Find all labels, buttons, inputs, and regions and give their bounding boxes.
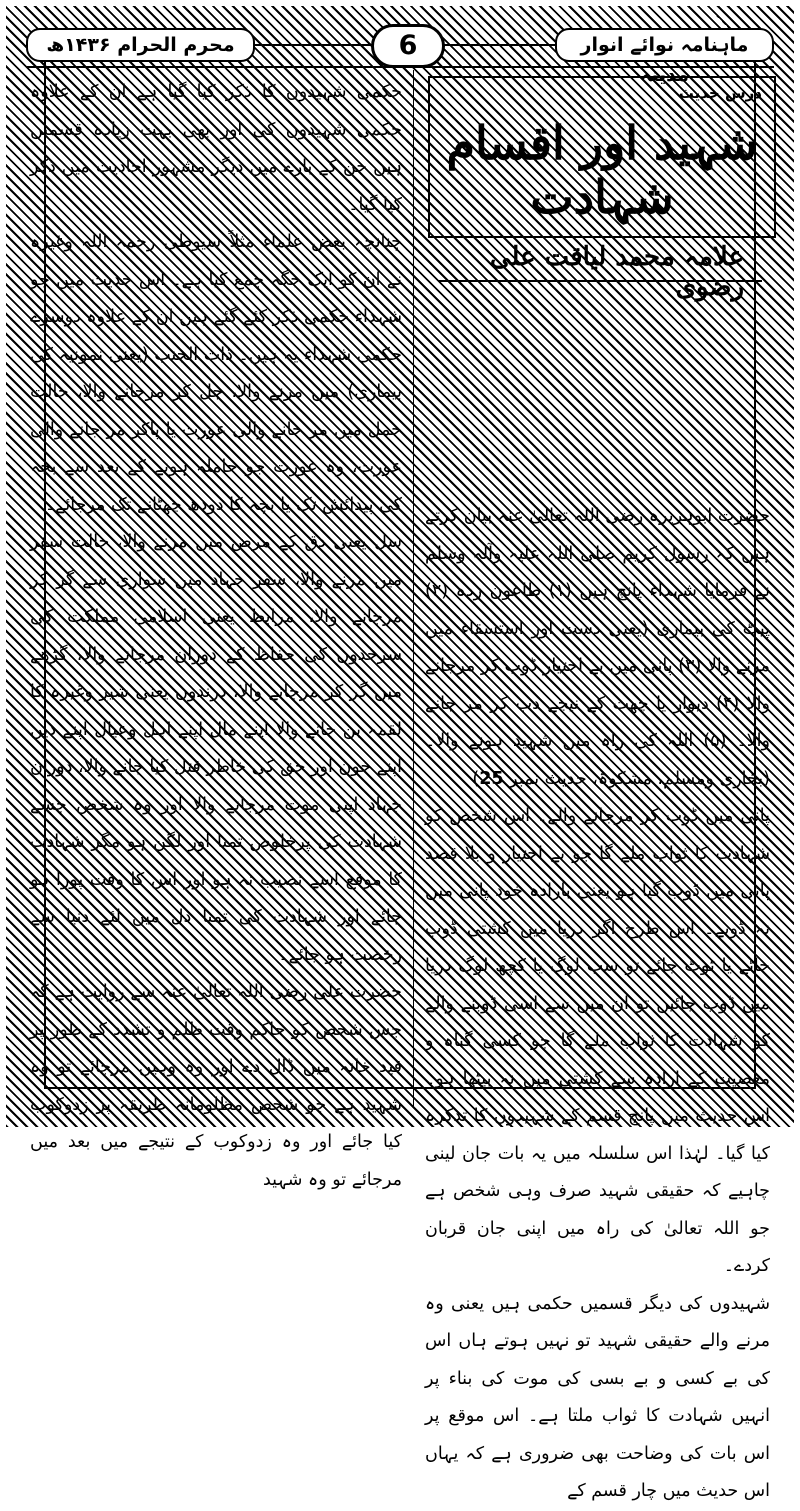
header-rule <box>26 66 774 68</box>
paragraph <box>425 498 770 798</box>
byline-rule <box>438 280 762 282</box>
page-header <box>26 24 774 86</box>
section-kicker: درس حدیث <box>678 84 762 102</box>
right-column <box>425 498 770 1511</box>
paragraph-text: حضرت ابوہریرہ رضی اللہ تعالیٰ عنہ بیان کرتے ہیں کہ رسول کریم صلی اللہ علیہ وآلہ وسلم نے فرمایا شہداء پانچ ہیں (۱) طاعون زدہ (۲) پیٹ کی بیماری (یعنی دست اور استسقاء میں مرنے والا (۳) پانی میں بے اختیار ڈوب کر مرجانے والا (۴) دیوار یا چھت کے نیچے دب کر مر جانے والا۔ (۵) اللہ کی راہ میں شہید ہونے والا۔ (بخاری ومسلم، مشکوۃ، حدیث نمبر <box>425 506 770 789</box>
paragraph: چنانچہ بعض علماء مثلاً سیوطی رحمہ اللہ وغیرہ نے ان کو ایک جگہ جمع کیا ہے۔ اس حدیث میں جو شہداء حکمی ذکر کئے گئے ہیں ان کے علاوہ دوسرے حکمی شہداء یہ ہیں۔ ذات الجنب (یعنی نمونیہ کی بیماری) میں مرنے والا، جل کر مرجانے والا، حالت حمل میں مر جانے والی عورت یا پاکر مر جانے والی عورت، وہ عورت جو حاملہ ہونے کے بعد سے بچہ کی پیدائش تک یا بچہ کا دودھ چھٹانے تک مرجائے۔ <box>30 232 402 515</box>
hadith-number: 25 <box>479 768 504 789</box>
paragraph: پانی میں ڈوب کر مرجانے والے۔ اس شخص کو شہادت کا ثواب ملے گا جو بے اختیار و بلا قصد پانی میں ڈوب گیا ہو یعنی بارادہ خود پانی میں نہ ڈوبے۔ اس طرح اگر دریا میں کشتی ڈوب جائے یا ٹوٹ جائے تو سب لوگ یا کچھ لوگ دریا میں ڈوب جائیں تو ان میں سے اسی ڈوبنے والے کو شہادت کا ثواب ملے گا جو کسی گناہ و معصیت کے ارادہ سے کشتی میں نہ بیٹھا ہو۔ اس حدیث میں پانچ قسم کے شہیدوں کا تذکرہ کیا گیا۔ لہٰذا اس سلسلہ میں یہ بات جان لینی چاہیے کہ حقیقی شہید صرف وہی شخص ہے جو اللہ تعالیٰ کی راہ میں اپنی جان قربان کردے۔ <box>425 806 770 1276</box>
left-column <box>30 74 402 1199</box>
paragraph: حکمی شہیدوں کا ذکر کیا گیا ہے ان کے علاوہ حکمی شہیدوں کی اور بھی بہت زیادہ قسمیں ہیں جن کے بارے میں دیگر مشہور احادیث میں ذکر کیا گیا۔ <box>30 82 402 215</box>
author-name: علامہ محمد لیاقت علی رضوی <box>489 242 744 302</box>
paragraph-text: ) <box>472 768 480 789</box>
issue-date: محرم الحرام ۱۴۳۶ھ <box>26 28 255 62</box>
paragraph: شہیدوں کی دیگر قسمیں حکمی ہیں یعنی وہ مرنے والے حقیقی شہید تو نہیں ہوتے ہاں اس کی بے کسی و بے بسی کی موت کی بناء پر انہیں شہادت کا ثواب ملتا ہے۔ اس موقع پر اس بات کی وضاحت بھی ضروری ہے کہ یہاں اس حدیث میں چار قسم کے <box>425 1293 770 1501</box>
paragraph: سل یعنی دق کے مرض میں مرنے والا، حالت سفر میں مرنے والا، سفر جہاد میں سواری سے گر کر مرجانے والا، مرابط یعنی اسلامی مملکت کی سرحدوں کی حفاظ کے دوران مرجانے والا، گڑھے میں گر کر مرجانے والا، درندوں یعنی شیر وغیرہ کا لقمہ بن جانے والا اپنے مال اپنے اہل وعیال اپنے دین اپنے خون اور حق کی خاطر قتل کیا جانے والا، دوران جہاد اپنی موت مرجانے والا اور وہ شخص جسے شہادت کی پرخلوص تمنا اور لگن ہو مگر شہادت کا موقع اسے نصیب نہ ہو اور اس کا وقت پورا ہو جائے اور شہادت کی تمنا دل میں لئے دنیا سے رخصت ہو جائے۔ <box>30 532 402 965</box>
article-title: شہید اور اقسام شہادت <box>446 116 758 224</box>
paragraph: حضرت علی رضی اللہ تعالیٰ عنہ سے روایت ہے کہ جس شخص کو حاکم وقت ظلم و تشدد کے طور پر قید خانہ میں ڈال دے اور وہ وہیں مرجائے تو وہ شہید ہے جو شخص مظلومانہ طریقہ پر زدوکوب کیا جائے اور وہ زدوکوب کے نتیجے میں بعد میں مرجائے تو وہ شہید <box>30 982 402 1190</box>
article-title-box <box>428 76 776 238</box>
magazine-name: ماہنامہ نوائے انوار مدینہ <box>555 28 774 62</box>
column-divider <box>413 70 414 1108</box>
page-number: 6 <box>371 24 445 68</box>
byline-block <box>428 238 772 302</box>
